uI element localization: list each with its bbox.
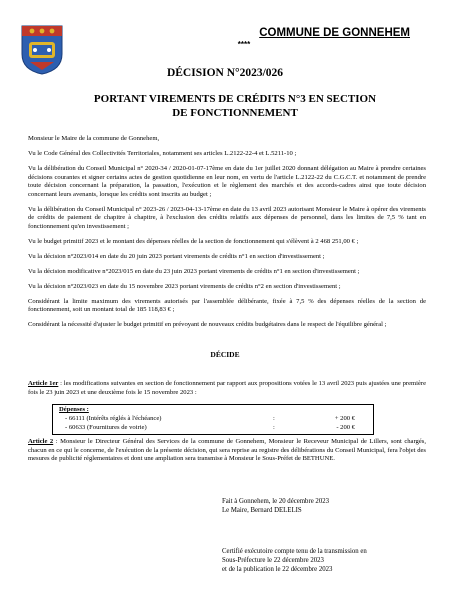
signature-block: [222, 498, 422, 516]
article-1-label: Article 1er: [28, 380, 59, 387]
certification-line: Certifié exécutoire compte tenu de la transmission en: [222, 548, 367, 555]
article-2-text: : Monsieur le Directeur Général des Services de la commune de Gonnehem, Monsieur le Receveur Municipal de Lillers, sont chargés, chacun en ce qui le concerne, de l'exécution de la présente décision, qui sera reprise au registre des délibérations du Conseil Municipal, fera l'objet des mesures de publicité réglementaires et dont une ampliation sera transmise à Monsieur le Sous-Préfet de BETHUNE.: [28, 438, 426, 463]
paragraph: Vu la délibération du Conseil Municipal n° 2020-34 / 2020-01-07-17ème en date du 1er juillet 2020 donnant délégation au Maire à prendre certaines décisions courantes et signer certains actes de gestion quotidienne en leur nom, en vertu de l'article L.2122-22 du C.G.C.T. et notamment de prendre toute décision concernant la préparation, la passation, l'exécution et le règlement des marchés et des accords-cadres ainsi que toute décision concernant leurs avenants, lorsque les crédits sont inscrits au budget ;: [28, 164, 426, 198]
preamble: [28, 135, 426, 336]
article-1: [28, 380, 426, 397]
paragraph: Vu le budget primitif 2023 et le montant des dépenses réelles de la section de fonctionnement qui s'élèvent à 2 468 251,00 € ;: [28, 237, 359, 245]
paragraph: Vu la délibération du Conseil Municipal n° 2023-26 / 2023-04-13-17ème en date du 13 avril 2023 autorisant Monsieur le Maire à opérer des virements de crédits de paiement de chapitre à chapitre, à l'exclusion des crédits relatifs aux dépenses de personnel, dans les limites de 7,5 % tant en fonctionnement qu'en investissement ;: [28, 205, 426, 230]
article-2: [28, 438, 426, 464]
paragraph: Vu la décision modificative n°2023/015 en date du 23 juin 2023 portant virements de crédits n°1 en section d'investissement ;: [28, 267, 360, 275]
decision-title: [40, 92, 430, 120]
article-1-text: : les modifications suivantes en section de fonctionnement par rapport aux propositions votées le 13 avril 2023 puis ajustées une première fois le 23 juin 2023 et une deuxième fois le 15 novembre 2023 :: [28, 380, 427, 396]
row-amount: + 200 €: [334, 415, 355, 422]
row-label: - 66111 (Intérêts réglés à l'échéance): [65, 415, 162, 422]
row-colon: :: [273, 415, 275, 422]
header-stars: ****: [237, 40, 251, 49]
decision-number: DÉCISION N°2023/026: [166, 67, 284, 79]
signature-mayor: Le Maire, Bernard DELELIS: [222, 506, 302, 514]
title-line-2: DE FONCTIONNEMENT: [172, 107, 298, 119]
paragraph: Vu la décision n°2023/023 en date du 15 novembre 2023 portant virements de crédits n°2 en section d'investissement ;: [28, 282, 341, 290]
article-2-label: Article 2: [28, 438, 54, 445]
certification-line: et de la publication le 22 décembre 2023: [222, 565, 333, 573]
row-amount: - 200 €: [336, 424, 355, 431]
decide-heading: DÉCIDE: [210, 350, 240, 359]
signature-place-date: Fait à Gonnehem, le 20 décembre 2023: [222, 498, 330, 505]
commune-name: COMMUNE DE GONNEHEM: [259, 27, 410, 39]
paragraph: Considérant la limite maximum des virements autorisés par l'assemblée délibérante, fixée à 7,5 % des dépenses réelles de la section de fonctionnement, soit un montant total de 185 118,83 € ;: [28, 297, 426, 314]
row-label: - 60633 (Fournitures de voirie): [65, 424, 147, 431]
paragraph: Vu le Code Général des Collectivités Territoriales, notamment ses articles L.2122-22-4 et L.5211-10 ;: [28, 149, 297, 157]
certification-line: Sous-Préfecture le 22 décembre 2023: [222, 556, 324, 564]
title-line-1: PORTANT VIREMENTS DE CRÉDITS N°3 EN SECTION: [93, 93, 377, 105]
paragraph: Considérant la nécessité d'ajuster le budget primitif en prévoyant de nouveaux crédits budgétaires dans le respect de l'équilibre général ;: [28, 321, 387, 329]
certification-block: [222, 548, 422, 574]
depenses-header: Dépenses :: [59, 406, 89, 413]
row-colon: :: [273, 424, 275, 431]
paragraph: Monsieur le Maire de la commune de Gonnehem,: [28, 135, 160, 142]
paragraph: Vu la décision n°2023/014 en date du 20 juin 2023 portant virements de crédits n°1 en section d'investissement ;: [28, 252, 325, 260]
depenses-table: [52, 404, 374, 435]
